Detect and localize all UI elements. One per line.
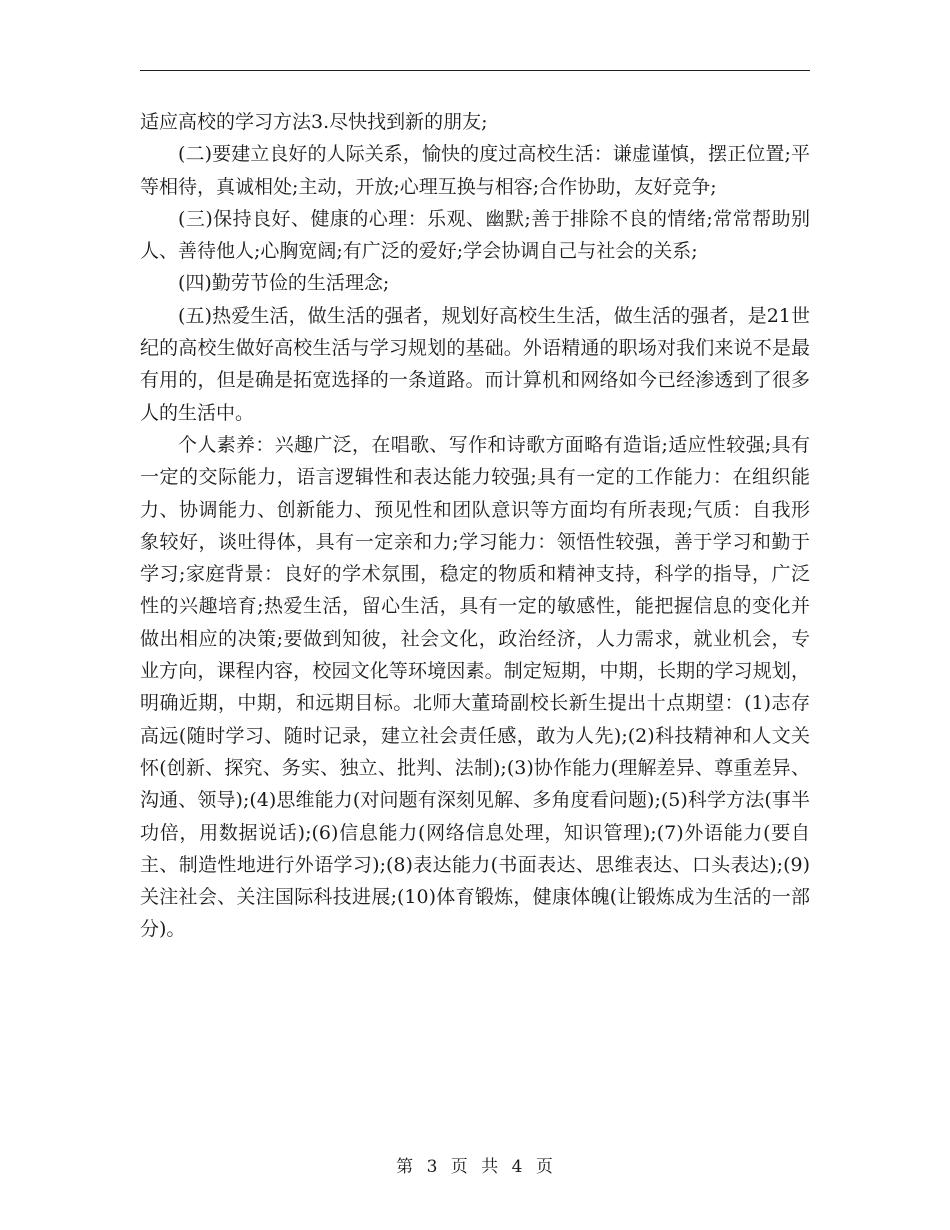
header-rule	[140, 70, 810, 71]
paragraph-6: 个人素养：兴趣广泛，在唱歌、写作和诗歌方面略有造诣;适应性较强;具有一定的交际能力，语言逻辑性和表达能力较强;具有一定的工作能力：在组织能力、协调能力、创新能力、预见性和团队意识等方面均有所表现;气质：自我形象较好，谈吐得体，具有一定亲和力;学习能力：领悟性较强，善于学习和勤于学习;家庭背景：良好的学术氛围，稳定的物质和精神支持，科学的指导，广泛性的兴趣培育;热爱生活，留心生活，具有一定的敏感性，能把握信息的变化并做出相应的决策;要做到知彼，社会文化，政治经济，人力需求，就业机会，专业方向，课程内容，校园文化等环境因素。制定短期，中期，长期的学习规划，明确近期，中期，和远期目标。北师大董琦副校长新生提出十点期望：(1)志存高远(随时学习、随时记录，建立社会责任感，敢为人先);(2)科技精神和人文关怀(创新、探究、务实、独立、批判、法制);(3)协作能力(理解差异、尊重差异、沟通、领导);(4)思维能力(对问题有深刻见解、多角度看问题);(5)科学方法(事半功倍，用数据说话);(6)信息能力(网络信息处理，知识管理);(7)外语能力(要自主、制造性地进行外语学习);(8)表达能力(书面表达、思维表达、口头表达);(9)关注社会、关注国际科技进展;(10)体育锻炼，健康体魄(让锻炼成为生活的一部分)。	[140, 433, 810, 941]
paragraph-5: (五)热爱生活，做生活的强者，规划好高校生生活，做生活的强者，是21世纪的高校生做好高校生活与学习规划的基础。外语精通的职场对我们来说不是最有用的，但是确是拓宽选择的一条道路。而计算机和网络如今已经渗透到了很多人的生活中。	[140, 304, 810, 424]
paragraph-3: (三)保持良好、健康的心理：乐观、幽默;善于排除不良的情绪;常常帮助别人、善待他人;心胸宽阔;有广泛的爱好;学会协调自己与社会的关系;	[140, 207, 810, 263]
paragraph-4: (四)勤劳节俭的生活理念;	[178, 272, 390, 295]
paragraph-1: 适应高校的学习方法3.尽快找到新的朋友;	[140, 111, 488, 133]
page-footer: 第 3 页 共 4 页	[396, 1157, 554, 1177]
paragraph-2: (二)要建立良好的人际关系，愉快的度过高校生活：谦虚谨慎，摆正位置;平等相待，真诚相处;主动，开放;心理互换与相容;合作协助，友好竞争;	[140, 143, 810, 198]
document-body	[140, 106, 810, 946]
